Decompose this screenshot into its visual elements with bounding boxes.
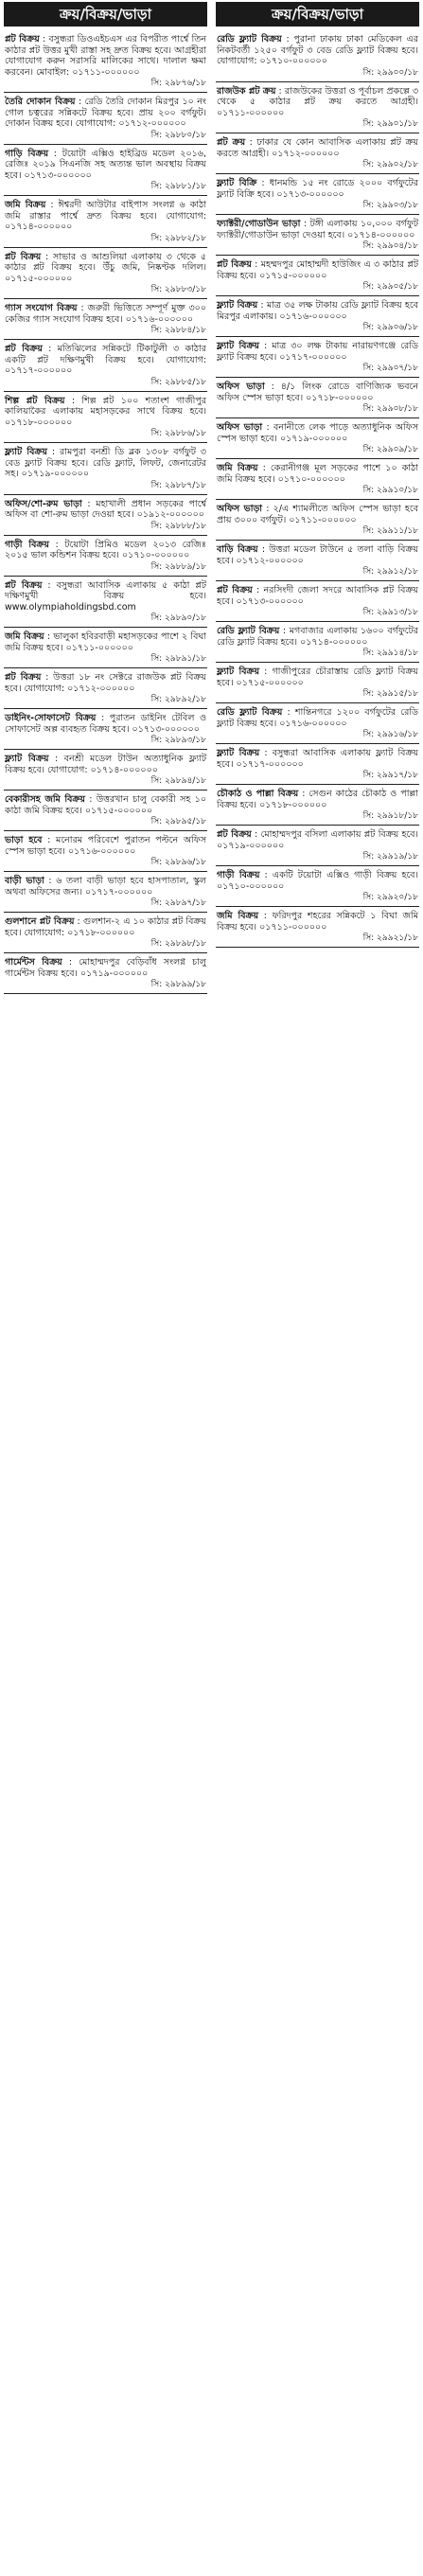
classified-ad: প্লট বিক্রয় : বসুন্ধরা আবাসিক এলাকায় ৫ কাঠা প্লট দক্ষিণমুখী বিক্রয় হবে। www.olympiaholdingsbd.com সি: ২৯৮৯০/১৮ xyxy=(5,579,207,623)
ad-body: রামপুরা বনশ্রী ডি ব্লক ১৩০৮ বর্গফুট ৩ বেড ফ্ল্যাট বিক্রয় হবে। রেডি ফ্ল্যাট, লিফট, জেনারেটর সহ। ০১৭১৯-০০০০০০ xyxy=(5,447,206,479)
ad-divider xyxy=(216,947,419,948)
ad-reference: সি: ২৯৯০৯/১৮ xyxy=(362,445,418,454)
ad-title: গুলশানে প্লট বিক্রয় xyxy=(5,916,75,927)
ad-divider xyxy=(216,81,419,82)
ad-title: গাড়ী বিক্রয় xyxy=(217,870,260,880)
classified-ad: ফ্ল্যাট বিক্রয় : রামপুরা বনশ্রী ডি ব্লক ১৩০৮ বর্গফুট ৩ বেড ফ্ল্যাট বিক্রয় হবে। রেডি ফ্ল্যাট, লিফট, জেনারেটর সহ। ০১৭১৯-০০০০০০ সি: ২৯৮৮৭/১৮ xyxy=(5,447,206,490)
ad-body: পুরাতন ডাইনিং টেবিল ও সোফাসেট অল্প ব্যবহৃত বিক্রয় হবে। ০১৭১৩-০০০০০০ xyxy=(5,713,206,735)
ad-divider xyxy=(216,540,419,541)
ad-title: জমি বিক্রয় xyxy=(217,911,259,921)
ad-reference: সি: ২৯৮৯২/১৮ xyxy=(150,695,206,704)
classified-ad: বাড়ি বিক্রয় : উত্তরা মডেল টাউনে ৫ তলা বাড়ি বিক্রয় হবে। ০১৭১২-০০০০০০ সি: ২৯৯১২/১৮ xyxy=(217,544,418,577)
ad-body: মাত্র ৩০ লক্ষ টাকায় নারায়ণগঞ্জে রেডি ফ্ল্যাট বিক্রয় হবে। ০১৭১৭-০০০০০০ xyxy=(217,341,418,363)
left-ads-list xyxy=(4,32,207,994)
ad-title: বাড়ী ভাড়া xyxy=(5,876,44,886)
ad-divider xyxy=(4,952,207,953)
ad-body: রেডি তৈরি দোকান মিরপুর ১০ নং গোল চত্বরের সন্নিকটে বিক্রয় হবে। প্রায় ২০০ বর্গফুট। দোকান বিক্রয় হবে। যোগাযোগ: ০১৭১২-০০০০০০ xyxy=(5,97,206,129)
ad-divider xyxy=(216,743,419,744)
ad-title: ভাড়া হবে xyxy=(5,835,43,845)
classified-ad: রেডি ফ্ল্যাট বিক্রয় : মগবাজার এলাকায় ১৬০০ বর্গফুটের রেডি ফ্ল্যাট বিক্রয় হবে। ০১৭১৪-০০০০০০ সি: ২৯৯১৪/১৮ xyxy=(217,626,418,658)
ad-title: প্লট বিক্রয় xyxy=(217,259,252,270)
ad-reference: সি: ২৯৮৮২/১৮ xyxy=(150,233,206,243)
ad-body: পুরানা ঢাকায় ঢাকা মেডিকেল এর নিকটবর্তী ১২৫০ বর্গফুট ৩ বেড রেডি ফ্ল্যাট বিক্রয় হবে। যোগাযোগ: ০১৭১০-০০০০০০ xyxy=(217,34,418,66)
ad-body: মগবাজার এলাকায় ১৬০০ বর্গফুটের রেডি ফ্ল্যাট বিক্রয় হবে। ০১৭১৪-০০০০০০ xyxy=(217,626,418,648)
ad-body: মতিঝিলের সন্নিকটে টিকাটুলী ৩ কাঠার একটি প্লট দক্ষিণমুখী বিক্রয় হবে। যোগাযোগ: ০১৭১৭-০০০০০০ xyxy=(5,344,206,376)
ad-divider xyxy=(4,708,207,709)
ad-divider xyxy=(4,749,207,750)
classified-ad: তৈরি দোকান বিক্রয় : রেডি তৈরি দোকান মিরপুর ১০ নং গোল চত্বরের সন্নিকটে বিক্রয় হবে। প্রায় ২০০ বর্গফুট। দোকান বিক্রয় হবে। যোগাযোগ: ০১৭১২-০০০০০০ সি: ২৯৮৮০/১৮ xyxy=(5,97,206,140)
classified-ad: ভাড়া হবে : মনোরম পরিবেশে পুরাতন পল্টনে অফিস স্পেস ভাড়া হবে। ০১৭১৬-০০০০০০ সি: ২৯৮৯৬/১৮ xyxy=(5,835,206,867)
ad-body: টয়োটা এক্সিও হাইব্রিড মডেল ২০১৬, রেজিঃ ২০১৯ সিএনজি সহ অত্যন্ত ভাল অবস্থায় বিক্রয় হবে। ০১৭১৩-০০০০০০ xyxy=(5,148,206,181)
classified-ad: গার্মেন্টস বিক্রয় : মোহাম্মদপুর বেড়িবাঁধ সংলগ্ন চালু গার্মেন্টস বিক্রয় হবে। ০১৭১৯-০০০০০০ সি: ২৯৮৯৯/১৮ xyxy=(5,957,206,989)
ad-reference: সি: ২৯৮৮১/১৮ xyxy=(150,182,206,191)
ad-divider xyxy=(4,627,207,628)
ad-title: গাড়ি বিক্রয় xyxy=(5,148,49,159)
ad-divider xyxy=(216,865,419,866)
ad-title: প্লট বিক্রয় xyxy=(5,344,43,354)
ad-reference: সি: ২৯৯০৭/১৮ xyxy=(362,364,418,373)
ad-reference: সি: ২৯৯১৮/১৮ xyxy=(362,811,418,821)
ad-divider xyxy=(216,377,419,378)
classified-ad: ফ্ল্যাট বিক্রয় : মাত্র ৩৫ লক্ষ টাকায় রেডি ফ্ল্যাট বিক্রয় হবে মিরপুর এলাকায়। ০১৭১৬-০০০০০০ সি: ২৯৯০৬/১৮ xyxy=(217,300,418,332)
classified-ad: রেডি ফ্ল্যাট বিক্রয় : পুরানা ঢাকায় ঢাকা মেডিকেল এর নিকটবর্তী ১২৫০ বর্গফুট ৩ বেড রেডি ফ্ল্যাট বিক্রয় হবে। যোগাযোগ: ০১৭১০-০০০০০০ সি: ২৯৯০০/১৮ xyxy=(217,34,418,78)
ad-body: গুলশান-২ এ ১০ কাঠার প্লট বিক্রয় হবে। যোগাযোগ: ০১৭১৮-০০০০০০ xyxy=(5,916,206,938)
ad-divider xyxy=(216,173,419,174)
ad-reference: সি: ২৯৮৮৬/১৮ xyxy=(150,429,206,438)
ad-body: বনানীতে লেক পাড়ে অত্যাধুনিক অফিস স্পেস ভাড়া হবে। ০১৭১৯-০০০০০০ xyxy=(217,422,418,444)
ad-reference: সি: ২৯৮৯৩/১৮ xyxy=(150,736,206,745)
classified-ad: প্লট বিক্রয় : নরসিংদী জেলা সদরে আবাসিক প্লট বিক্রয় হবে। ০১৭১৩-০০০০০০ সি: ২৯৯১৩/১৮ xyxy=(217,585,418,617)
ad-title: অফিস ভাড়া xyxy=(217,382,265,392)
ad-divider xyxy=(216,336,419,337)
ad-body: মহাখালী প্রধান সড়কের পার্শ্বে অফিস বা শো-রুম ভাড়া দেওয়া হবে। ০১৯১২-০০০০০০ xyxy=(5,498,206,520)
ad-reference: সি: ২৯৯১৩/১৮ xyxy=(362,608,418,617)
ad-reference: সি: ২৯৯১৭/১৮ xyxy=(362,771,418,780)
classified-ad: ফ্ল্যাট বিক্রয় : বসুন্ধরা আবাসিক এলাকায় ফ্ল্যাট বিক্রয় হবে। ০১৭১৭-০০০০০০ সি: ২৯৯১৭/১৮ xyxy=(217,748,418,780)
left-column xyxy=(4,0,207,996)
ad-body: ঢাকার যে কোন আবাসিক এলাকায় প্লট ক্রয় করতে আগ্রহী। ০১৭১২-০০০০০০ xyxy=(217,137,418,159)
classified-ad: জমি বিক্রয় : ভালুকা হবিরবাড়ী মহাসড়কের পাশে ২ বিঘা জমি বিক্রয় হবে। ০১৭১১-০০০০০০ সি: ২৯৮৯১/১৮ xyxy=(5,631,206,664)
ad-reference: সি: ২৯৮৮০/১৮ xyxy=(150,130,206,140)
ad-title: প্লট বিক্রয় xyxy=(5,34,40,44)
classified-ad: প্লট বিক্রয় : বসুন্ধরা ডিওএইচএস এর বিপরীত পার্শ্বে তিন কাঠার প্লট উত্তর মুখী রাস্তা সহ দ্রুত বিক্রয় হবে। আগ্রহীরা যোগাযোগ করুন সরাসরি মালিকের সাথে। দালাল ক্ষমা করবেন। মোবাইল: ০১৭১১-০০০০০০ সি: ২৯৮৭৬/১৮ xyxy=(5,34,206,88)
right-ads-list xyxy=(216,32,419,948)
ad-divider xyxy=(216,825,419,826)
classified-ad: জমি বিক্রয় : ঈশ্বরদী আউটার বাইপাস সংলগ্ন ৬ কাঠা জমি রাস্তার পার্শ্বে দ্রুত বিক্রয় হবে। যোগাযোগ: ০১৭১৪-০০০০০০ সি: ২৯৮৮২/১৮ xyxy=(5,200,206,243)
ad-divider xyxy=(4,576,207,577)
ad-divider xyxy=(216,214,419,215)
ad-body: নরসিংদী জেলা সদরে আবাসিক প্লট বিক্রয় হবে। ০১৭১৩-০০০০০০ xyxy=(217,585,418,607)
ad-body: ঈশ্বরদী আউটার বাইপাস সংলগ্ন ৬ কাঠা জমি রাস্তার পার্শ্বে দ্রুত বিক্রয় হবে। যোগাযোগ: ০১৭১৪-০০০০০০ xyxy=(5,200,206,232)
ad-title: ফ্ল্যাট বিক্রয় xyxy=(217,300,258,311)
ad-title: ফ্ল্যাট বিক্রয় xyxy=(217,341,259,351)
ad-title: জমি বিক্রয় xyxy=(5,200,46,210)
ad-divider xyxy=(4,535,207,536)
classified-ad: প্লট বিক্রয় : মতিঝিলের সন্নিকটে টিকাটুলী ৩ কাঠার একটি প্লট দক্ষিণমুখী বিক্রয় হবে। যোগাযোগ: ০১৭১৭-০০০০০০ সি: ২৯৮৮৫/১৮ xyxy=(5,344,206,387)
classified-ad: গাড়ী বিক্রয় : একটি টয়োটা এক্সিও গাড়ী বিক্রয় হবে। ০১৭১০-০০০০০০ সি: ২৯৯২০/১৮ xyxy=(217,870,418,902)
classified-ad: গ্যাস সংযোগ বিক্রয় : জরুরী ভিত্তিতে সম্পূর্ণ মুক্ত ৩০০ কেজির গ্যাস সংযোগ বিক্রয় হবে। ০১৭১৬-০০০০০০ সি: ২৯৮৮৪/১৮ xyxy=(5,303,206,335)
ad-title: বাড়ি বিক্রয় xyxy=(217,544,258,555)
ad-body: রাজউকের উত্তরা ও পূর্বাচল প্রকল্পে ৩ থেকে ৫ কাঠার প্লট ক্রয় করতে আগ্রহী। ০১৭১১-০০০০০০ xyxy=(217,85,419,118)
ad-title: রেডি ফ্ল্যাট বিক্রয় xyxy=(217,707,283,718)
ad-reference: সি: ২৯৮৯১/১৮ xyxy=(150,654,206,664)
classified-ad: প্লট বিক্রয় : উত্তরা ১৮ নং সেক্টরে রাজউক প্লট বিক্রয় হবে। যোগাযোগ: ০১৭১২-০০০০০০ সি: ২৯৮৯২/১৮ xyxy=(5,672,206,704)
classified-ad: গাড়ি বিক্রয় : টয়োটা এক্সিও হাইব্রিড মডেল ২০১৬, রেজিঃ ২০১৯ সিএনজি সহ অত্যন্ত ভাল অবস্থায় বিক্রয় হবে। ০১৭১৩-০০০০০০ সি: ২৯৮৮১/১৮ xyxy=(5,148,206,191)
classified-ad: ফ্ল্যাট বিক্রয় : বনশ্রী মডেল টাউন অত্যাধুনিক ফ্ল্যাট বিক্রয় হবে। যোগাযোগ: ০১৭১৪-০০০০০০ সি: ২৯৮৯৪/১৮ xyxy=(5,754,207,786)
ad-divider xyxy=(216,621,419,622)
ad-reference: সি: ২৯৮৯০/১৮ xyxy=(150,613,206,623)
classified-ad: ডাইনিং-সোফাসেট বিক্রয় : পুরাতন ডাইনিং টেবিল ও সোফাসেট অল্প ব্যবহৃত বিক্রয় হবে। ০১৭১৩-০০০০০০ সি: ২৯৮৯৩/১৮ xyxy=(5,713,206,745)
ad-body: সেগুন কাঠের চৌকাঠ ও পাল্লা বিক্রয় হবে। ০১৭১৮-০০০০০০ xyxy=(217,789,418,810)
ad-body: মহম্মদপুর মোহাম্মদী হাউজিং এ ৩ কাঠার প্লট বিক্রয় হবে। ০১৭১৫-০০০০০০ xyxy=(217,259,418,281)
ad-divider xyxy=(4,790,207,791)
ad-reference: সি: ২৯৮৭৬/১৮ xyxy=(150,79,206,88)
ad-title: রেডি ফ্ল্যাট বিক্রয় xyxy=(217,626,280,636)
classified-ad: অফিস/শো-রুম ভাড়া : মহাখালী প্রধান সড়কের পার্শ্বে অফিস বা শো-রুম ভাড়া দেওয়া হবে। ০১৯১২-০০০০০০ সি: ২৯৮৮৮/১৮ xyxy=(5,498,206,531)
ad-reference: সি: ২৯৯০০/১৮ xyxy=(362,67,418,78)
ad-title: ফ্ল্যাট বিক্রয় xyxy=(217,748,260,758)
classified-ad: প্লট বিক্রয় : সাভার ও আশুলিয়া এলাকায় ৩ থেকে ৫ কাঠার প্লট বিক্রয় হবে। উঁচু জমি, নিষ্কণ্টক দলিল। ০১৭১৫-০০০০০০ সি: ২৯৮৮৩/১৮ xyxy=(5,251,206,294)
ad-title: প্লট বিক্রয় xyxy=(5,672,42,683)
classified-ad: প্লট বিক্রয় : মোহাম্মদপুর বসিলা এলাকায় প্লট বিক্রয় হবে। ০১৭১৯-০০০০০০ সি: ২৯৯১৯/১৮ xyxy=(217,829,418,862)
ad-divider xyxy=(4,92,207,93)
ad-reference: সি: ২৯৯১৬/১৮ xyxy=(362,730,418,739)
classified-ad: ফ্ল্যাট বিক্রয় : মাত্র ৩০ লক্ষ টাকায় নারায়ণগঞ্জে রেডি ফ্ল্যাট বিক্রয় হবে। ০১৭১৭-০০০০০০ সি: ২৯৯০৭/১৮ xyxy=(217,341,418,373)
ad-reference: সি: ২৯৮৮৩/১৮ xyxy=(150,285,206,294)
ad-divider xyxy=(216,702,419,703)
section-header-left: ক্রয়/বিক্রয়/ভাড়া xyxy=(4,2,207,27)
classified-ad: জমি বিক্রয় : কেরানীগঞ্জ মূল সড়কের পাশে ১০ কাঠা জমি বিক্রয় হবে। ০১৭১০-০০০০০০ সি: ২৯৯১০/১৮ xyxy=(217,463,418,495)
ad-divider xyxy=(216,458,419,459)
ad-reference: সি: ২৯৮৯৯/১৮ xyxy=(150,980,206,989)
classified-ad: ফ্ল্যাট বিক্রয় : গাজীপুরের চৌরাস্তায় রেডি ফ্ল্যাট বিক্রয় হবে। ০১৭১৫-০০০০০০ সি: ২৯৯১৫/১৮ xyxy=(217,666,419,699)
ad-divider xyxy=(216,255,419,256)
ad-divider xyxy=(216,784,419,785)
ad-divider xyxy=(4,195,207,196)
ad-divider xyxy=(216,295,419,296)
ad-reference: সি: ২৯৯০৪/১৮ xyxy=(362,241,418,251)
ad-body: গাজীপুরের চৌরাস্তায় রেডি ফ্ল্যাট বিক্রয় হবে। ০১৭১৫-০০০০০০ xyxy=(217,666,419,688)
ad-divider xyxy=(216,417,419,418)
ad-divider xyxy=(4,391,207,392)
ad-reference: সি: ২৯৮৮৯/১৮ xyxy=(150,561,206,572)
ad-title: গ্যাস সংযোগ বিক্রয় xyxy=(5,303,78,313)
classified-ad: গাড়ী বিক্রয় : টয়োটা প্রিমিও মডেল ২০১৩ রেজিঃ ২০১৫ ভাল কন্ডিশন বিক্রয় হবে। ০১৭১০-০০০০০০ সি: ২৯৮৮৯/১৮ xyxy=(5,539,207,572)
ad-title: ডাইনিং-সোফাসেট বিক্রয় xyxy=(5,713,97,723)
ad-reference: সি: ২৯৯২০/১৮ xyxy=(362,893,418,902)
ad-reference: সি: ২৯৮৮৭/১৮ xyxy=(150,480,206,490)
ad-reference: সি: ২৯৮৮৪/১৮ xyxy=(150,326,206,335)
classified-ad: ফ্যাক্টরী/গোডাউন ভাড়া : টঙ্গী এলাকায় ১০,০০০ বর্গফুট ফ্যাক্টরী/গোডাউন ভাড়া দেওয়া হবে। ০১৭১৪-০০০০০০ সি: ২৯৯০৪/১৮ xyxy=(217,219,418,251)
ad-divider xyxy=(4,442,207,443)
ad-body: কেরানীগঞ্জ মূল সড়কের পাশে ১০ কাঠা জমি বিক্রয় হবে। ০১৭১০-০০০০০০ xyxy=(217,463,418,485)
ad-title: প্লট বিক্রয় xyxy=(5,579,43,591)
right-column xyxy=(216,0,419,950)
ad-body: ভালুকা হবিরবাড়ী মহাসড়কের পাশে ২ বিঘা জমি বিক্রয় হবে। ০১৭১১-০০০০০০ xyxy=(5,631,206,653)
ad-body: উত্তরা মডেল টাউনে ৫ তলা বাড়ি বিক্রয় হবে। ০১৭১২-০০০০০০ xyxy=(217,544,418,566)
ad-divider xyxy=(216,499,419,500)
ad-title: প্লট বিক্রয় xyxy=(217,829,252,840)
ad-reference: সি: ২৯৮৮৮/১৮ xyxy=(150,521,206,531)
classified-ad: রেডি ফ্ল্যাট বিক্রয় : শান্তিনগরে ১২০০ বর্গফুটের রেডি ফ্ল্যাট বিক্রয় হবে। ০১৭১৬-০০০০০০ সি: ২৯৯১৬/১৮ xyxy=(217,707,418,739)
ad-divider xyxy=(4,494,207,495)
ad-divider xyxy=(4,144,207,145)
ad-title: চৌকাঠ ও পাল্লা বিক্রয় xyxy=(217,789,299,799)
ad-body: মোহাম্মদপুর বেড়িবাঁধ সংলগ্ন চালু গার্মেন্টস বিক্রয় হবে। ০১৭১৯-০০০০০০ xyxy=(5,957,206,979)
ad-title: ফ্ল্যাট বিক্রয় xyxy=(217,666,260,677)
ad-divider xyxy=(4,339,207,340)
ad-reference: সি: ২৯৮৯৪/১৮ xyxy=(150,776,206,786)
ad-divider xyxy=(216,662,419,663)
ad-reference: সি: ২৯৯০২/১৮ xyxy=(362,160,418,169)
ad-body: মনোরম পরিবেশে পুরাতন পল্টনে অফিস স্পেস ভাড়া হবে। ০১৭১৬-০০০০০০ xyxy=(5,835,206,857)
classified-ad: রাজউক প্লট ক্রয় : রাজউকের উত্তরা ও পূর্বাচল প্রকল্পে ৩ থেকে ৫ কাঠার প্লট ক্রয় করতে আগ্রহী। ০১৭১১-০০০০০০ সি: ২৯৯০১/১৮ xyxy=(217,85,419,129)
ad-body: উত্তরা ১৮ নং সেক্টরে রাজউক প্লট বিক্রয় হবে। যোগাযোগ: ০১৭১২-০০০০০০ xyxy=(5,672,206,694)
ad-reference: সি: ২৯৮৯৫/১৮ xyxy=(150,817,206,826)
ad-body: বসুন্ধরা আবাসিক এলাকায় ফ্ল্যাট বিক্রয় হবে। ০১৭১৭-০০০০০০ xyxy=(217,748,418,770)
ad-divider xyxy=(4,912,207,913)
ad-title: জমি বিক্রয় xyxy=(217,463,258,473)
ad-body: ধানমন্ডি ১৫ নং রোডে ২০০০ বর্গফুটের ফ্ল্যাট বিক্রি হবে। ০১৭১৩-০০০০০০ xyxy=(217,178,419,200)
ad-body: বসুন্ধরা আবাসিক এলাকায় ৫ কাঠা প্লট দক্ষিণমুখী বিক্রয় হবে। www.olympiaholdingsbd.com xyxy=(5,579,207,613)
ad-divider xyxy=(216,580,419,581)
ad-body: মাত্র ৩৫ লক্ষ টাকায় রেডি ফ্ল্যাট বিক্রয় হবে মিরপুর এলাকায়। ০১৭১৬-০০০০০০ xyxy=(217,300,418,322)
ad-title: প্লট ক্রয় xyxy=(217,137,246,148)
classified-ad: চৌকাঠ ও পাল্লা বিক্রয় : সেগুন কাঠের চৌকাঠ ও পাল্লা বিক্রয় হবে। ০১৭১৮-০০০০০০ সি: ২৯৯১৮/১৮ xyxy=(217,789,418,821)
ad-title: ফ্ল্যাট বিক্রয় xyxy=(5,754,49,764)
classified-ad: বেকারীসহ জমি বিক্রয় : উত্তরখান চালু বেকারী সহ ১০ কাঠা জমি বিক্রয় হবে। ০১৭১৫-০০০০০০ সি: ২৯৮৯৫/১৮ xyxy=(5,794,206,826)
ad-title: অফিস ভাড়া xyxy=(217,422,263,433)
ad-body: জরুরী ভিত্তিতে সম্পূর্ণ মুক্ত ৩০০ কেজির গ্যাস সংযোগ বিক্রয় হবে। ০১৭১৬-০০০০০০ xyxy=(5,303,206,325)
ad-body: ফরিদপুর শহরের সন্নিকটে ১ বিঘা জমি বিক্রয় হবে। ০১৭১১-০০০০০০ xyxy=(217,911,418,933)
ad-reference: সি: ২৯৯১০/১৮ xyxy=(362,486,418,495)
classified-ad: জমি বিক্রয় : ফরিদপুর শহরের সন্নিকটে ১ বিঘা জমি বিক্রয় হবে। ০১৭১১-০০০০০০ সি: ২৯৯২১/১৮ xyxy=(217,911,418,943)
classified-ad: প্লট বিক্রয় : মহম্মদপুর মোহাম্মদী হাউজিং এ ৩ কাঠার প্লট বিক্রয় হবে। ০১৭১৫-০০০০০০ সি: ২৯৯০৫/১৮ xyxy=(217,259,418,292)
classified-ad: বাড়ী ভাড়া : ৬ তলা বাড়ী ভাড়া হবে হাসপাতাল, স্কুল অথবা অফিসের জন্য। ০১৭১৭-০০০০০০ সি: ২৯৮৯৭/১৮ xyxy=(5,876,206,908)
ad-reference: সি: ২৯৯০৩/১৮ xyxy=(362,201,418,210)
ad-body: সাভার ও আশুলিয়া এলাকায় ৩ থেকে ৫ কাঠার প্লট বিক্রয় হবে। উঁচু জমি, নিষ্কণ্টক দলিল। ০১৭১৫-০০০০০০ xyxy=(5,251,206,284)
classified-ad: ফ্ল্যাট বিক্রি : ধানমন্ডি ১৫ নং রোডে ২০০০ বর্গফুটের ফ্ল্যাট বিক্রি হবে। ০১৭১৩-০০০০০০ সি: ২৯৯০৩/১৮ xyxy=(217,178,419,210)
classified-ad: অফিস ভাড়া : ২/এ শ্যামলীতে অফিস স্পেস ভাড়া হবে প্রায় ৩০০০ বর্গফুট। ০১৭১১-০০০০০০ সি: ২৯৯১১/১৮ xyxy=(217,504,418,536)
ad-divider xyxy=(4,871,207,872)
ad-body: শিল্প প্লট ১০০ শতাংশ গাজীপুর কালিয়াকৈর এলাকায় মহাসড়কের সাথে বিক্রয় হবে। ০১৭১৮-০০০০০০ xyxy=(5,395,206,428)
ad-reference: সি: ২৯৯১২/১৮ xyxy=(362,567,418,577)
ad-body: একটি টয়োটা এক্সিও গাড়ী বিক্রয় হবে। ০১৭১০-০০০০০০ xyxy=(217,870,418,892)
ad-title: বেকারীসহ জমি বিক্রয় xyxy=(5,794,85,805)
ad-title: প্লট বিক্রয় xyxy=(217,585,253,595)
ad-reference: সি: ২৯৯০৬/১৮ xyxy=(362,323,418,332)
ad-body: বসুন্ধরা ডিওএইচএস এর বিপরীত পার্শ্বে তিন কাঠার প্লট উত্তর মুখী রাস্তা সহ দ্রুত বিক্রয় হবে। আগ্রহীরা যোগাযোগ করুন সরাসরি মালিকের সাথে। দালাল ক্ষমা করবেন। মোবাইল: ০১৭১১-০০০০০০ xyxy=(5,34,206,78)
ad-reference: সি: ২৯৯১৫/১৮ xyxy=(362,689,418,699)
ad-title: গার্মেন্টস বিক্রয় xyxy=(5,957,62,968)
ad-body: উত্তরখান চালু বেকারী সহ ১০ কাঠা জমি বিক্রয় হবে। ০১৭১৫-০০০০০০ xyxy=(5,794,206,816)
ad-title: ফ্ল্যাট বিক্রয় xyxy=(5,447,47,457)
classified-ad: অফিস ভাড়া : ৪/১ লিংক রোডে বাণিজ্যিক ভবনে অফিস স্পেস ভাড়া হবে। ০১৭১৮-০০০০০০ সি: ২৯৯০৮/১৮ xyxy=(217,382,419,414)
ad-title: ফ্যাক্টরী/গোডাউন ভাড়া xyxy=(217,219,301,229)
ad-divider xyxy=(4,667,207,668)
ad-title: জমি বিক্রয় xyxy=(5,631,44,642)
classified-ad: অফিস ভাড়া : বনানীতে লেক পাড়ে অত্যাধুনিক অফিস স্পেস ভাড়া হবে। ০১৭১৯-০০০০০০ সি: ২৯৯০৯/১৮ xyxy=(217,422,418,454)
ad-title: তৈরি দোকান বিক্রয় xyxy=(5,97,76,107)
ad-body: শান্তিনগরে ১২০০ বর্গফুটের রেডি ফ্ল্যাট বিক্রয় হবে। ০১৭১৬-০০০০০০ xyxy=(217,707,418,729)
ad-title: শিল্প প্লট বিক্রয় xyxy=(5,395,65,406)
ad-body: ২/এ শ্যামলীতে অফিস স্পেস ভাড়া হবে প্রায় ৩০০০ বর্গফুট। ০১৭১১-০০০০০০ xyxy=(217,504,418,525)
ad-title: অফিস ভাড়া xyxy=(217,504,263,514)
section-header-right: ক্রয়/বিক্রয়/ভাড়া xyxy=(216,2,419,27)
ad-divider xyxy=(4,830,207,831)
ad-divider xyxy=(4,247,207,248)
ad-reference: সি: ২৯৯১১/১৮ xyxy=(362,526,418,536)
ad-title: রেডি ফ্ল্যাট বিক্রয় xyxy=(217,34,282,44)
ad-reference: সি: ২৯৮৯৬/১৮ xyxy=(150,858,206,867)
ad-title: রাজউক প্লট ক্রয় xyxy=(217,85,276,97)
ad-divider xyxy=(216,906,419,907)
ad-body: বনশ্রী মডেল টাউন অত্যাধুনিক ফ্ল্যাট বিক্রয় হবে। যোগাযোগ: ০১৭১৪-০০০০০০ xyxy=(5,754,207,775)
ad-body: টয়োটা প্রিমিও মডেল ২০১৩ রেজিঃ ২০১৫ ভাল কন্ডিশন বিক্রয় হবে। ০১৭১০-০০০০০০ xyxy=(5,539,207,560)
ad-title: অফিস/শো-রুম ভাড়া xyxy=(5,498,82,509)
ad-reference: সি: ২৯৮৯৭/১৮ xyxy=(150,898,206,908)
ad-reference: সি: ২৯৯২১/১৮ xyxy=(362,933,418,943)
ad-reference: সি: ২৯৯১৪/১৮ xyxy=(362,648,418,658)
ad-title: ফ্ল্যাট বিক্রি xyxy=(217,178,257,188)
ad-body: মোহাম্মদপুর বসিলা এলাকায় প্লট বিক্রয় হবে। ০১৭১৯-০০০০০০ xyxy=(217,829,418,851)
ad-body: ৬ তলা বাড়ী ভাড়া হবে হাসপাতাল, স্কুল অথবা অফিসের জন্য। ০১৭১৭-০০০০০০ xyxy=(5,876,206,897)
ad-divider xyxy=(4,993,207,994)
ad-divider xyxy=(4,298,207,299)
classified-ad: গুলশানে প্লট বিক্রয় : গুলশান-২ এ ১০ কাঠার প্লট বিক্রয় হবে। যোগাযোগ: ০১৭১৮-০০০০০০ সি: ২৯৮৯৮/১৮ xyxy=(5,916,206,949)
ad-reference: সি: ২৯৮৮৫/১৮ xyxy=(150,377,206,387)
ad-reference: সি: ২৯৮৯৮/১৮ xyxy=(150,939,206,949)
ad-title: গাড়ী বিক্রয় xyxy=(5,539,49,550)
ad-title: প্লট বিক্রয় xyxy=(5,251,42,262)
ad-reference: সি: ২৯৯১৯/১৮ xyxy=(362,852,418,862)
ad-body: টঙ্গী এলাকায় ১০,০০০ বর্গফুট ফ্যাক্টরী/গোডাউন ভাড়া দেওয়া হবে। ০১৭১৪-০০০০০০ xyxy=(217,219,418,240)
classified-ad: প্লট ক্রয় : ঢাকার যে কোন আবাসিক এলাকায় প্লট ক্রয় করতে আগ্রহী। ০১৭১২-০০০০০০ সি: ২৯৯০২/১৮ xyxy=(217,137,418,169)
classified-ad: শিল্প প্লট বিক্রয় : শিল্প প্লট ১০০ শতাংশ গাজীপুর কালিয়াকৈর এলাকায় মহাসড়কের সাথে বিক্রয় হবে। ০১৭১৮-০০০০০০ সি: ২৯৮৮৬/১৮ xyxy=(5,395,206,438)
ad-reference: সি: ২৯৯০১/১৮ xyxy=(362,119,418,129)
ad-reference: সি: ২৯৯০৫/১৮ xyxy=(362,282,418,292)
ad-reference: সি: ২৯৯০৮/১৮ xyxy=(362,404,418,414)
ad-body: ৪/১ লিংক রোডে বাণিজ্যিক ভবনে অফিস স্পেস ভাড়া হবে। ০১৭১৮-০০০০০০ xyxy=(217,382,419,403)
